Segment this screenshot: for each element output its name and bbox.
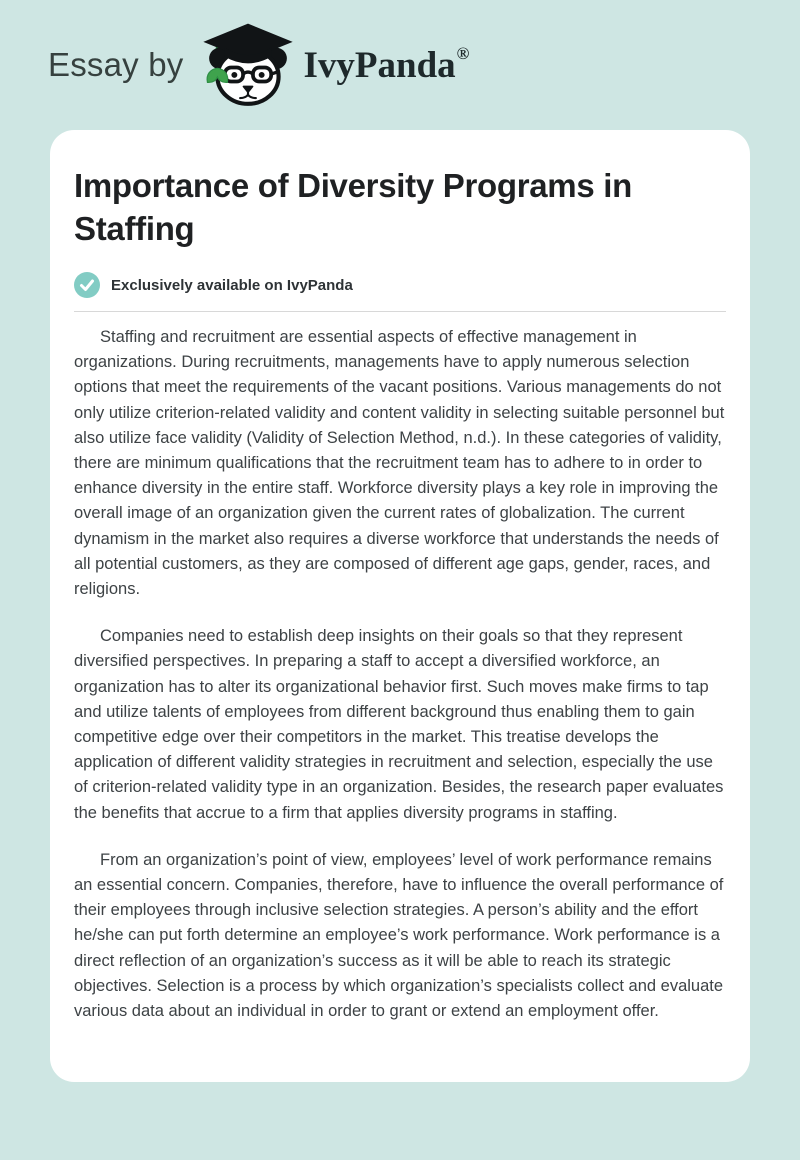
registered-mark: ® (456, 43, 470, 63)
essay-paragraph-2: Companies need to establish deep insights on their goals so that they represent diversified perspectives. In preparing a staff to accept a diversified workforce, an organization has to alter its organizational behavior first. Such moves make firms to tap and utilize talents of employees from different background thus enabling them to gain competitive edge over their competitors in the market. This treatise develops the application of different validity strategies in recruitment and selection, especially the use of criterion-related validity type in an organization. Besides, the research paper evaluates the benefits that accrue to a firm that applies diversity programs in staffing. (74, 627, 724, 822)
check-icon (74, 272, 100, 298)
brand-wordmark (303, 43, 470, 86)
brand-name: IvyPanda (303, 44, 456, 86)
essay-by-label: Essay by (48, 46, 184, 83)
site-header (0, 0, 800, 130)
divider (74, 311, 726, 312)
essay-card (50, 130, 750, 1082)
exclusive-badge-label: Exclusively available on IvyPanda (111, 276, 353, 294)
panda-graduate-logo-icon (198, 22, 298, 108)
essay-paragraph-1: Staffing and recruitment are essential aspects of effective management in organizations. During recruitments, managements have to apply numerous selection options that meet the requirements of the vacant positions. Various managements do not only utilize criterion-related validity and content validity in selecting suitable personnel but also utilize face validity (Validity of Selection Method, n.d.). In these categories of validity, there are minimum qualifications that the recruitment team has to adhere to in order to enhance diversity in the entire staff. Workforce diversity plays a key role in improving the overall image of an organization given the current rates of globalization. The current dynamism in the market also requires a diverse workforce that understands the needs of all potential customers, as they are composed of different age gaps, gender, races, and religions. (74, 328, 725, 599)
panda-eye-right (258, 72, 264, 78)
page-title: Importance of Diversity Programs in Staffing (74, 167, 632, 247)
exclusive-badge (74, 272, 726, 298)
panda-eye-left (231, 72, 237, 78)
essay-paragraph-3: From an organization’s point of view, employees’ level of work performance remains an essential concern. Companies, therefore, have to influence the overall performance of their employees through inclusive selection strategies. A person’s ability and the effort he/she can put forth determine an employee’s work performance. Work performance is a direct reflection of an organization’s success as it will be able to reach its strategic objectives. Selection is a process by which organization’s specialists collect and evaluate various data about an individual in order to grant or extend an employment offer. (74, 850, 724, 1021)
